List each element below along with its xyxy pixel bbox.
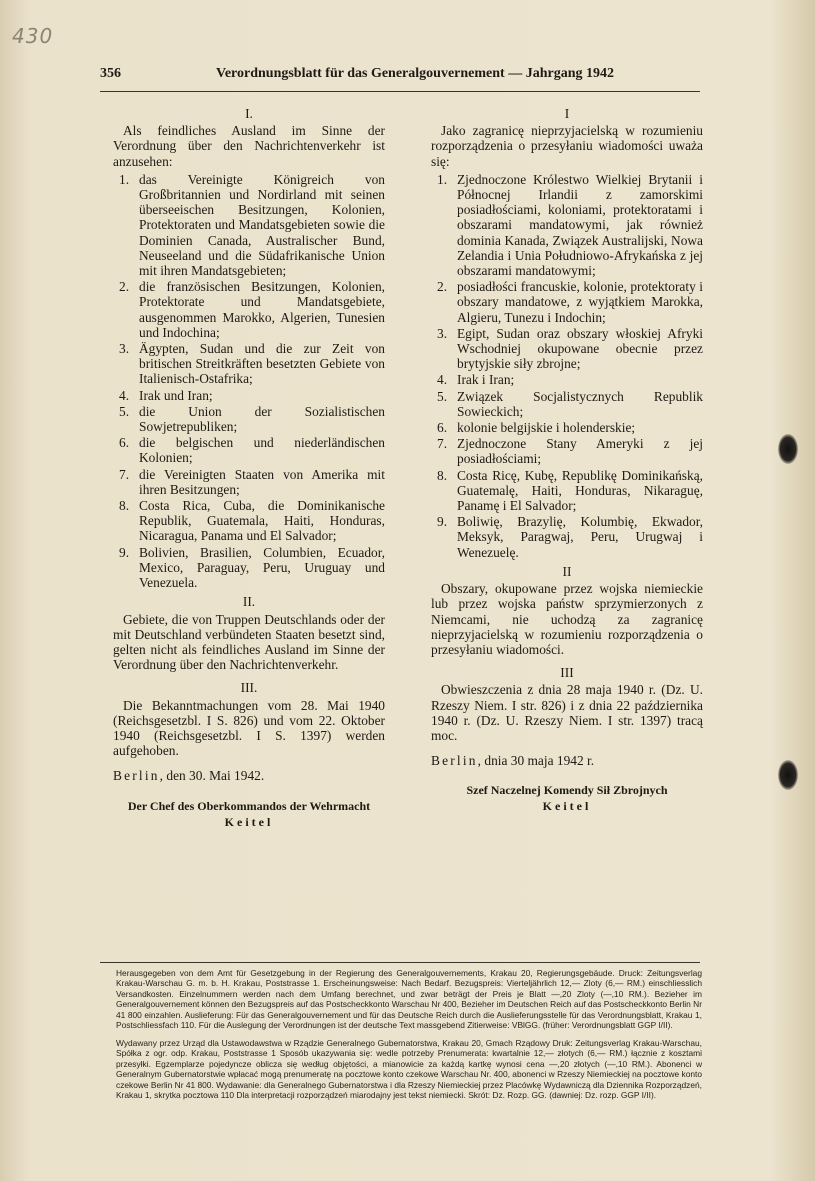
item-number: 7. (437, 436, 448, 452)
item-text: Zjednoczone Stany Ameryki z jej posiadłościami; (457, 436, 703, 467)
item-number: 8. (437, 467, 448, 483)
list-item (113, 467, 385, 497)
signatory-title: Szef Naczelnej Komendy Sił Zbrojnych (466, 783, 668, 798)
section-heading: II (562, 563, 572, 579)
item-text: die französischen Besitzungen, Kolonien, Protektorate und Mandatsgebiete, ausgenommen Marokko, Algerien, Tunesien und Indochina; (139, 279, 385, 340)
item-text: die Vereinigten Staaten von Amerika mit ihren Besitzungen; (139, 466, 385, 497)
page-header (100, 66, 700, 86)
signatory-name: Keitel (542, 799, 592, 814)
intro-paragraph: Als feindliches Ausland im Sinne der Verordnung über den Nachrichtenverkehr ist anzusehen: (113, 123, 385, 169)
list-item (113, 279, 385, 340)
item-number: 7. (119, 466, 130, 482)
section-heading: I. (245, 106, 253, 121)
signature-block (431, 782, 703, 814)
item-number: 3. (437, 325, 448, 341)
item-number: 1. (119, 171, 130, 187)
margin-note: 430 (12, 24, 54, 48)
item-text: Zjednoczone Królestwo Wielkiej Brytanii i Północnej Irlandii z zamorskimi posiadłościami, koloniami, protektoratami i obszarami mandatowymi, jak również dominia Kanada, Związek Australijski, Nowa Zelandia i Unia Południowo-Afrykańska z jej obszarami mandatowymi; (457, 171, 703, 279)
list-item (113, 341, 385, 387)
item-text: kolonie belgijskie i holenderskie; (457, 420, 636, 436)
section-paragraph: Obwieszczenia z dnia 28 maja 1940 r. (Dz. U. Rzeszy Niem. I str. 826) i z dnia 22 października 1940 r. (Dz. U. Rzeszy Niem. I str. 1397) tracą moc. (431, 682, 703, 743)
section-paragraph: Die Bekanntmachungen vom 28. Mai 1940 (Reichsgesetzbl. I S. 826) und vom 22. Oktober 1940 (Reichsgesetzbl. I S. 1397) werden aufgehoben. (113, 697, 385, 759)
item-number: 3. (119, 341, 130, 357)
list-item (113, 435, 385, 465)
punch-hole (778, 760, 798, 790)
section-paragraph: Obszary, okupowane przez wojska niemieckie lub przez wojska państw sprzymierzonych z Niemcami, nie uchodzą za zagranicę nieprzyjacielską w rozumieniu rozporządzenia o przesyłaniu wiadomości. (431, 581, 703, 657)
item-number: 2. (119, 279, 130, 295)
item-number: 9. (437, 514, 448, 530)
item-text: Irak i Iran; (457, 372, 515, 388)
german-column (113, 106, 385, 830)
date-text: , dnia 30 maja 1942 r. (477, 753, 595, 769)
signatory-name: Keitel (224, 814, 274, 829)
section-heading: III (560, 665, 574, 681)
item-number: 2. (437, 279, 448, 295)
item-text: Boliwię, Brazylię, Kolumbię, Ekwador, Meksyk, Paragwaj, Peru, Urugwaj i Wenezuelę. (457, 514, 703, 560)
country-list (431, 172, 703, 560)
signature-block (113, 798, 385, 830)
item-text: Związek Socjalistycznych Republik Sowieckich; (457, 388, 703, 419)
item-number: 4. (119, 387, 130, 403)
footer-rule (100, 962, 700, 963)
item-text: Bolivien, Brasilien, Columbien, Ecuador, Mexico, Paraguay, Peru, Uruguay und Venezuela. (139, 544, 385, 591)
list-item (113, 545, 385, 591)
item-text: die Union der Sozialistischen Sowjetrepubliken; (139, 403, 385, 435)
punch-hole (778, 434, 798, 464)
list-item (113, 498, 385, 544)
item-text: Egipt, Sudan oraz obszary włoskiej Afryki Wschodniej okupowane obecnie przez brytyjskie siły zbrojne; (457, 325, 703, 372)
place-date (431, 753, 703, 768)
imprint-polish: Wydawany przez Urząd dla Ustawodawstwa w Rządzie Generalnego Gubernatorstwa, Krakau 20, Gmach Rządowy Druk: Zeitungsverlag Krakau-Warschau, Spółka z ogr. odp. Krakau, Poststrasse 1 Sposób ukazywania się: wedle potrzeby Prenumerata: kwartalnie 12,— złotych (6,— RM.) łącznie z kosztami przesyłki. Egzemplarze pojedyncze oblicza się według objętości, a mianowicie za każdą kartkę wynosi cena —,20 złotych (—,10 RM.). Abonenci w Generalnym Gubernatorstwie wpłacać mogą prenumeratę na pocztowe konto czekowe Warschau Nr. 400, abonenci w Rzeszy Niemieckiej na pocztowe konto czekowe Berlin Nr 41 800. Wydawanie: dla Generalnego Gubernatorstwa i dla Rzeszy Niemieckiej przez Placówkę Wydawniczą dla Dziennika Rozporządzeń, Krakau 1, skrytka pocztowa 110 Dla interpretacji rozporządzeń miarodajny jest tekst niemiecki. Skrót: Dz. Rozp. GG. (dawniej: Dz. rozp. GGP I/II). (116, 1038, 702, 1101)
list-item (431, 436, 703, 466)
imprint-german: Herausgegeben von dem Amt für Gesetzgebung in der Regierung des Generalgouvernements, Krakau 20, Regierungsgebäude. Druck: Zeitungsverlag Krakau-Warschau G. m. b. H. Krakau, Poststrasse 1. Erscheinungsweise: Nach Bedarf. Bezugspreis: Vierteljährlich 12,— Zloty (6,— RM.) einschliesslich Versandkosten. Einzelnummern werden nach dem Umfang berechnet, und zwar beträgt der Preis je Blatt —,20 Zloty (—,10 RM.). Bezieher im Generalgouvernement können den Bezugspreis auf das Postscheckkonto Warschau Nr 400, Bezieher im Deutschen Reich auf das Postscheckkonto Berlin Nr 41 800 einzahlen. Auslieferung: Für das Generalgouvernement und für das Deutsche Reich durch die Auslieferungsstelle für das Verordnungsblatt, Krakau 1, Postschliessfach 110. Für die Auslegung der Verordnungen ist der deutsche Text massgebend Zitierweise: VBlGG. (früher: Verordnungsblatt GGP I/II). (116, 968, 702, 1031)
section-heading: I (564, 106, 570, 121)
item-text: die belgischen und niederländischen Kolonien; (139, 435, 385, 466)
section-heading: II. (242, 594, 256, 610)
intro-paragraph: Jako zagranicę nieprzyjacielską w rozumieniu rozporządzenia o przesyłaniu wiadomości uważa się: (431, 123, 703, 169)
item-text: das Vereinigte Königreich von Großbritannien und Nordirland mit seinen überseeischen Besitzungen, Kolonien, Protektoraten und Mandatsgebieten sowie die Dominien Canada, Australischer Bund, Neuseeland und die Südafrikanische Union mit ihren Mandatsgebieten; (139, 171, 385, 279)
page-number: 356 (100, 66, 121, 81)
item-number: 1. (437, 171, 448, 187)
list-item (113, 404, 385, 434)
item-number: 4. (437, 372, 448, 388)
list-item (113, 172, 385, 278)
list-item (431, 326, 703, 372)
list-item (431, 389, 703, 419)
list-item (431, 514, 703, 560)
item-number: 5. (437, 388, 448, 404)
item-number: 6. (119, 435, 130, 451)
header-rule (100, 91, 700, 92)
signatory-title: Der Chef des Oberkommandos der Wehrmacht (127, 798, 371, 813)
item-text: Costa Ricę, Kubę, Republikę Dominikańską, Guatemalę, Haiti, Honduras, Nikaraguę, Panamę i El Salvador; (457, 467, 703, 514)
date-text: , den 30. Mai 1942. (159, 768, 265, 784)
place-city: Berlin (113, 768, 160, 784)
item-text: posiadłości francuskie, kolonie, protektoraty i obszary mandatowe, z wyjątkiem Marokka, Algieru, Tunezu i Indochin; (457, 279, 703, 325)
list-item (431, 279, 703, 325)
item-number: 6. (437, 420, 448, 436)
item-number: 9. (119, 544, 130, 560)
list-item (431, 468, 703, 514)
place-date (113, 768, 385, 783)
section-heading: III. (240, 680, 258, 696)
running-title: Verordnungsblatt für das Generalgouvernement — Jahrgang 1942 (216, 66, 614, 81)
item-number: 8. (119, 498, 130, 514)
list-item (431, 172, 703, 278)
item-text: Irak und Iran; (139, 387, 213, 403)
section-paragraph: Gebiete, die von Truppen Deutschlands oder der mit Deutschland verbündeten Staaten besetzt sind, gelten nicht als feindliches Ausland im Sinne der Verordnung über den Nachrichtenverkehr. (113, 611, 385, 673)
item-text: Costa Rica, Cuba, die Dominikanische Republik, Guatemala, Haiti, Honduras, Nicaragua, Panama und El Salvador; (139, 498, 385, 544)
place-city: Berlin (431, 753, 478, 769)
list-item (113, 388, 385, 403)
polish-column (431, 106, 703, 814)
item-number: 5. (119, 403, 130, 419)
list-item (431, 372, 703, 387)
list-item (431, 420, 703, 435)
country-list (113, 172, 385, 590)
item-text: Ägypten, Sudan und die zur Zeit von britischen Streitkräften besetzten Gebiete von Italienisch-Ostafrika; (139, 341, 385, 387)
